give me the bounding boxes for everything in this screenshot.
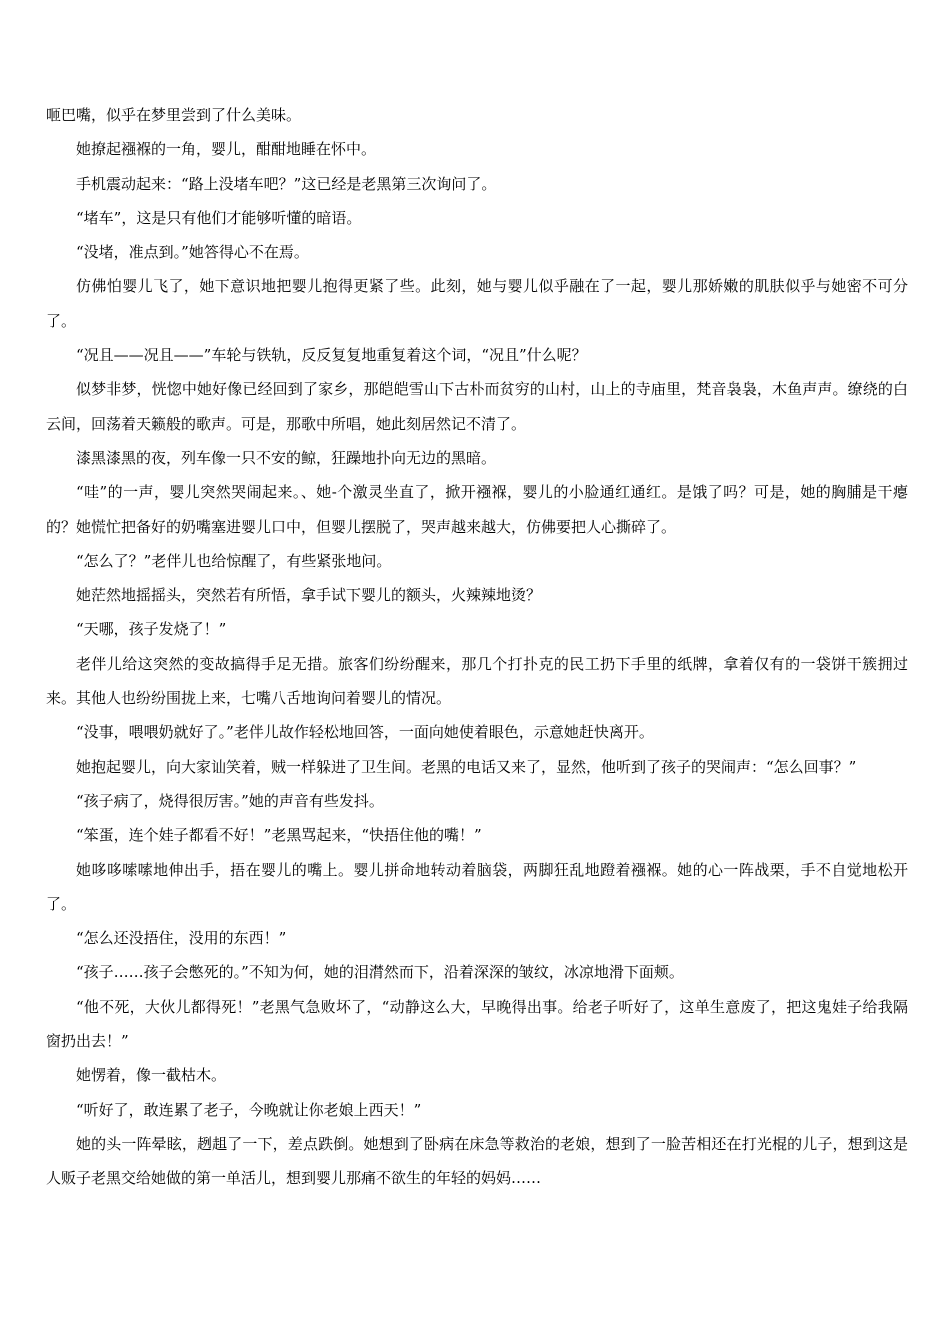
paragraph-25: 她的头一阵晕眩，趔趄了一下，差点跌倒。她想到了卧病在床急等救治的老娘，想到了一脸苦相还在打光棍的儿子，想到这是人贩子老黑交给她做的第一单活儿，想到婴儿那痛不欲生的年轻的妈妈……	[46, 1134, 908, 1188]
paragraph-11: “怎么了？”老伴儿也给惊醒了，有些紧张地问。	[76, 551, 392, 570]
paragraph-6: 仿佛怕婴儿飞了，她下意识地把婴儿抱得更紧了些。此刻，她与婴儿似乎融在了一起，婴儿那娇嫩的肌肤似乎与她密不可分了。	[46, 277, 908, 330]
paragraph-2: 她撩起襁褓的一角，婴儿，酣酣地睡在怀中。	[76, 140, 377, 159]
paragraph-12: 她茫然地摇摇头，突然若有所悟，拿手试下婴儿的额头，火辣辣地烫？	[76, 586, 542, 605]
paragraph-3: 手机震动起来：“路上没堵车吧？”这已经是老黑第三次询问了。	[76, 174, 497, 193]
paragraph-17: “孩子病了，烧得很厉害。”她的声音有些发抖。	[76, 791, 384, 810]
paragraph-14: 老伴儿给这突然的变故搞得手足无措。旅客们纷纷醒来，那几个打扑克的民工扔下手里的纸牌，拿着仅有的一袋饼干簇拥过来。其他人也纷纷围拢上来，七嘴八舌地询问着婴儿的情况。	[46, 654, 908, 708]
paragraph-24: “听好了，敢连累了老子，今晚就让你老娘上西天！”	[76, 1100, 422, 1119]
paragraph-7: “况且——况且——”车轮与铁轨，反反复复地重复着这个词，“况且”什么呢？	[76, 346, 587, 365]
paragraph-23: 她愣着，像一截枯木。	[76, 1066, 227, 1085]
paragraph-8: 似梦非梦，恍惚中她好像已经回到了家乡，那皑皑雪山下古朴而贫穷的山村，山上的寺庙里，梵音袅袅，木鱼声声。缭绕的白云间，回荡着天籁般的歌声。可是，那歌中所唱，她此刻居然记不清了。	[46, 380, 908, 433]
paragraph-10: “哇”的一声，婴儿突然哭闹起来。、她-个激灵坐直了，掀开襁褓，婴儿的小脸通红通红。是饿了吗？可是，她的胸脯是干瘪的？她慌忙把备好的奶嘴塞进婴儿口中，但婴儿摆脱了，哭声越来越大，仿佛要把人心撕碎了。	[46, 483, 908, 536]
paragraph-13: “天哪，孩子发烧了！”	[76, 620, 227, 639]
paragraph-16: 她抱起婴儿，向大家讪笑着，贼一样躲进了卫生间。老黑的电话又来了，显然，他听到了孩子的哭闹声：“怎么回事？”	[76, 757, 857, 776]
paragraph-15: “没事，喂喂奶就好了。”老伴儿故作轻松地回答，一面向她使着眼色，示意她赶快离开。	[76, 723, 654, 742]
paragraph-9: 漆黑漆黑的夜，列车像一只不安的鲸，狂躁地扑向无边的黑暗。	[76, 448, 497, 467]
paragraph-4: “堵车”，这是只有他们才能够听懂的暗语。	[76, 208, 362, 227]
document-page	[46, 98, 908, 1196]
paragraph-18: “笨蛋，连个娃子都看不好！”老黑骂起来，“快捂住他的嘴！”	[76, 826, 482, 845]
paragraph-22: “他不死，大伙儿都得死！”老黑气急败坏了，“动静这么大，早晚得出事。给老子听好了，这单生意废了，把这鬼娃子给我隔窗扔出去！”	[46, 997, 908, 1051]
paragraph-1: 咂巴嘴，似乎在梦里尝到了什么美味。	[46, 106, 302, 124]
paragraph-21: “孩子……孩子会憋死的。”不知为何，她的泪潸然而下，沿着深深的皱纹，冰凉地滑下面颊。	[76, 963, 684, 982]
paragraph-5: “没堵，准点到。”她答得心不在焉。	[76, 243, 309, 262]
paragraph-20: “怎么还没捂住，没用的东西！”	[76, 929, 287, 948]
paragraph-19: 她哆哆嗦嗦地伸出手，捂在婴儿的嘴上。婴儿拼命地转动着脑袋，两脚狂乱地蹬着襁褓。她的心一阵战栗，手不自觉地松开了。	[46, 860, 908, 913]
